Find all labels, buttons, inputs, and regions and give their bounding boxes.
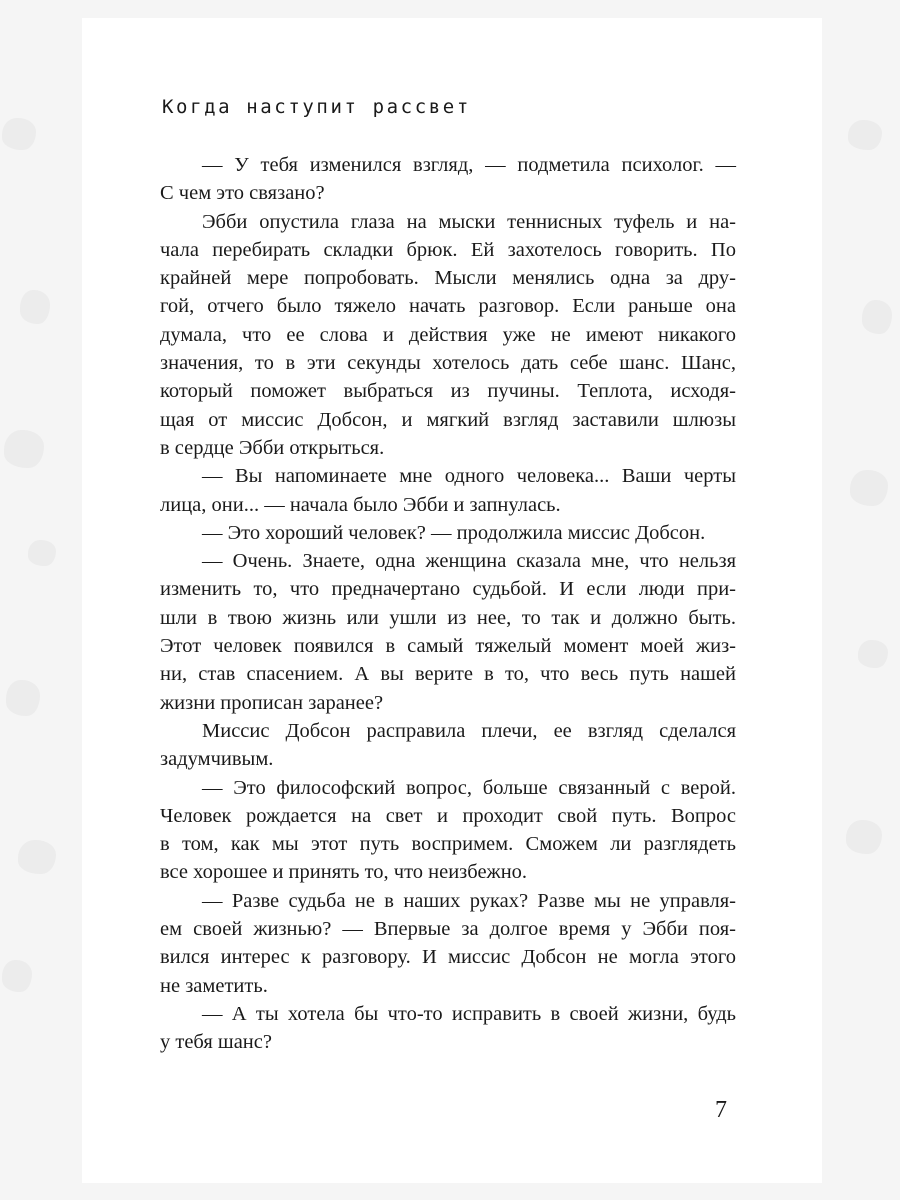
text-line: щая от миссис Добсон, и мягкий взгляд заставили шлюзы [160, 408, 736, 431]
text-line: жизни прописан заранее? [160, 691, 384, 714]
text-line: С чем это связано? [160, 182, 325, 205]
text-line: шли в твою жизнь или ушли из нее, то так и должно быть. [160, 606, 736, 629]
text-line: в сердце Эбби открыться. [160, 436, 385, 459]
text-line: думала, что ее слова и действия уже не имеют никакого [160, 323, 736, 346]
text-line: Миссис Добсон расправила плечи, ее взгляд сделался [202, 719, 736, 742]
background-blob [2, 960, 32, 992]
background-blob [850, 470, 888, 506]
text-line: ем своей жизнью? — Впервые за долгое время у Эбби поя- [160, 918, 736, 941]
background-blob [2, 118, 36, 150]
background-blob [4, 430, 44, 468]
background-blob [28, 540, 56, 566]
text-line: изменить то, что предначертано судьбой. И если люди при- [160, 578, 736, 601]
background-blob [20, 290, 50, 324]
text-line: все хорошее и принять то, что неизбежно. [160, 861, 528, 884]
background-blob [862, 300, 892, 334]
text-line: крайней мере попробовать. Мысли менялись одна за дру- [160, 267, 736, 290]
text-line: Этот человек появился в самый тяжелый момент моей жиз- [160, 635, 736, 658]
text-line: задумчивым. [160, 748, 274, 771]
text-line: значения, то в эти секунды хотелось дать себе шанс. Шанс, [160, 352, 736, 375]
text-line: ни, став спасением. А вы верите в то, что весь путь нашей [160, 663, 736, 686]
text-line: — Это философский вопрос, больше связанный с верой. [202, 776, 736, 799]
running-title: Когда наступит рассвет [162, 96, 471, 118]
text-line: — Вы напоминаете мне одного человека... Ваши черты [202, 465, 736, 488]
text-line: — Разве судьба не в наших руках? Разве мы не управля- [202, 889, 736, 912]
text-line: который поможет выбраться из пучины. Теплота, исходя- [160, 380, 736, 403]
text-line: не заметить. [160, 974, 268, 997]
text-line: чала перебирать складки брюк. Ей захотелось говорить. По [160, 238, 736, 261]
background-blob [846, 820, 882, 854]
text-line: — Очень. Знаете, одна женщина сказала мне, что нельзя [202, 550, 736, 573]
text-line: вился интерес к разговору. И миссис Добсон не могла этого [160, 946, 736, 969]
text-line: Человек рождается на свет и проходит свой путь. Вопрос [160, 804, 736, 827]
text-line: — Это хороший человек? — продолжила миссис Добсон. [202, 521, 706, 544]
body-text [160, 151, 736, 1057]
text-line: Эбби опустила глаза на мыски теннисных туфель и на- [202, 210, 736, 233]
text-line: лица, они... — начала было Эбби и запнулась. [160, 493, 561, 516]
text-line: — А ты хотела бы что-то исправить в своей жизни, будь [202, 1002, 736, 1025]
page-number: 7 [715, 1097, 727, 1123]
background-blob [858, 640, 888, 668]
text-line: — У тебя изменился взгляд, — подметила психолог. — [202, 154, 736, 176]
text-line: у тебя шанс? [160, 1031, 272, 1054]
background-blob [848, 120, 882, 150]
background-blob [18, 840, 56, 874]
text-line: в том, как мы этот путь воспримем. Сможем ли разглядеть [160, 833, 736, 856]
background-blob [6, 680, 40, 716]
text-line: гой, отчего было тяжело начать разговор. Если раньше она [160, 295, 736, 318]
